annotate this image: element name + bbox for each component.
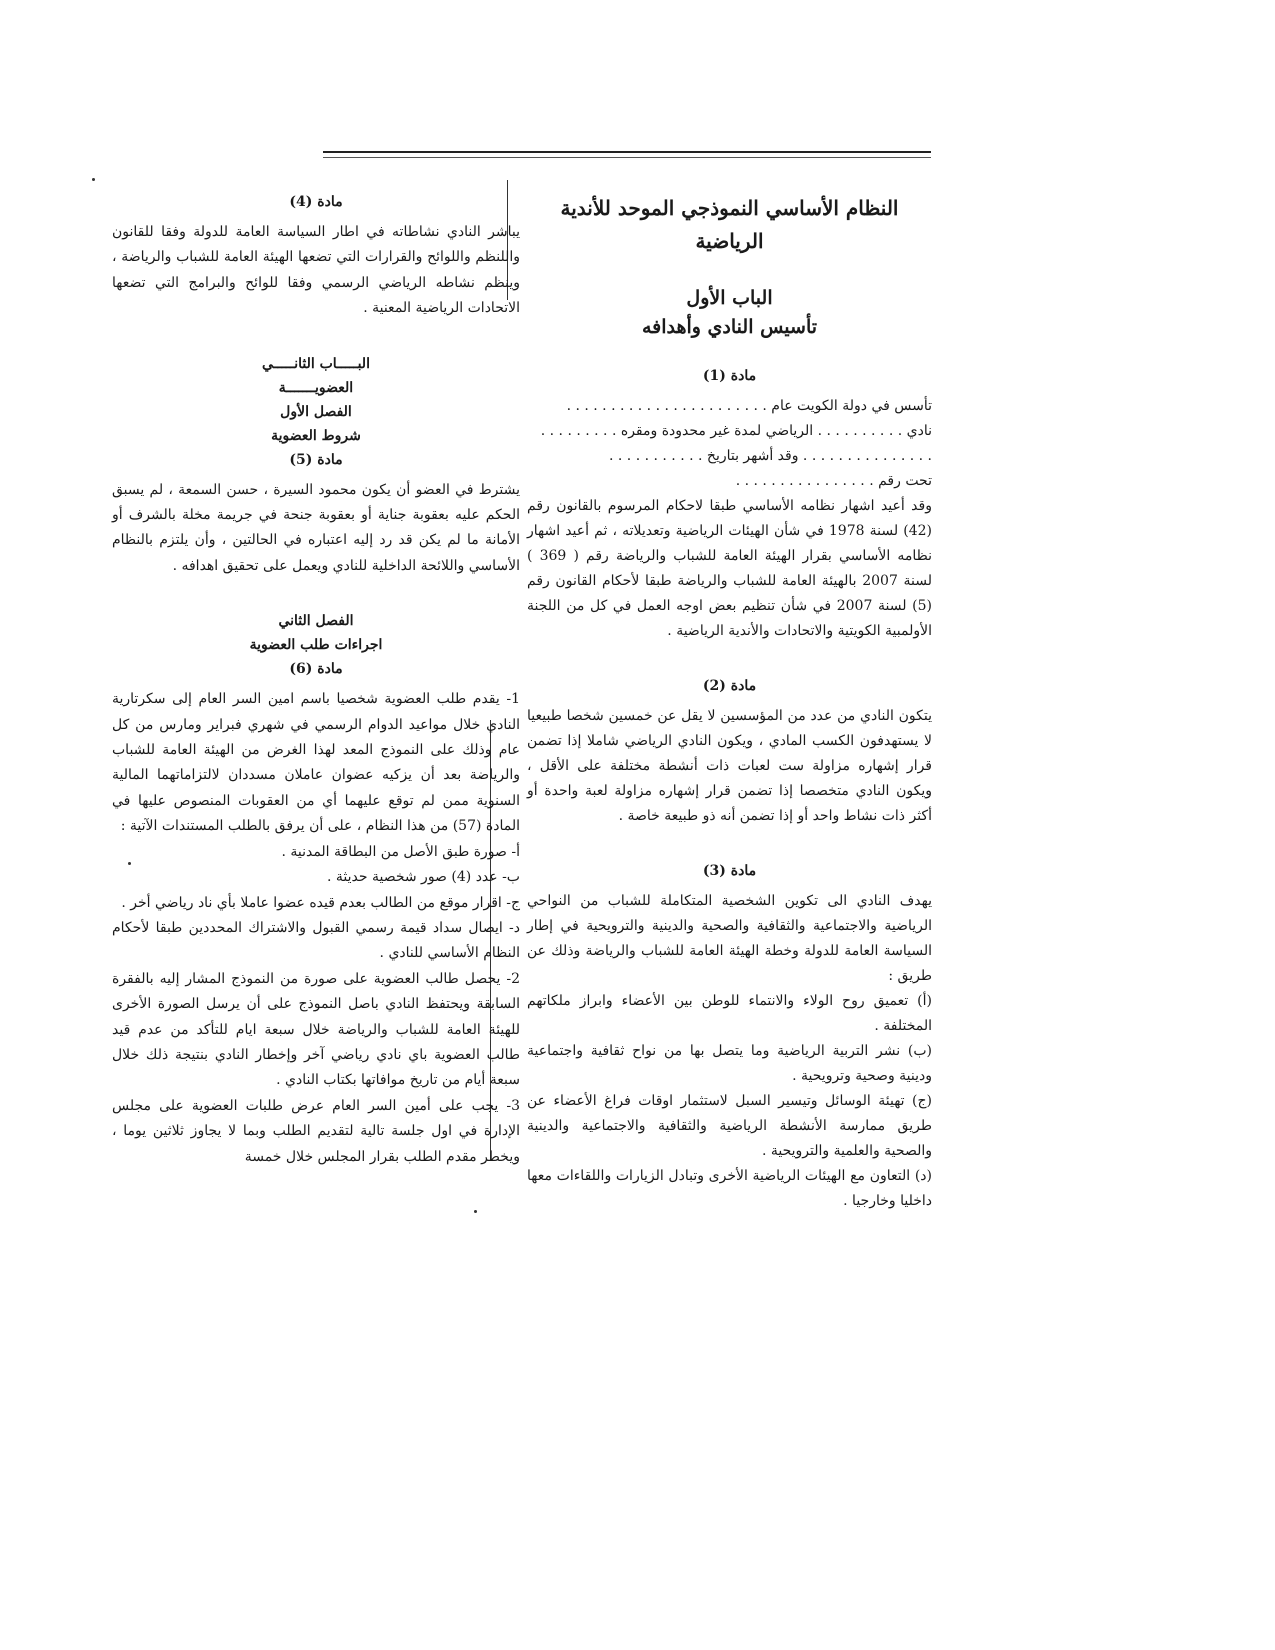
article-3-intro: يهدف النادي الى تكوين الشخصية المتكاملة للشباب من النواحي الرياضية والاجتماعية والثقافية والصحية والدينية والترويحية في إطار السياسة العامة للدولة وخطة الهيئة العامة للشباب والرياضة وذلك عن طريق : [527, 893, 932, 984]
chapter-one-title: الفصل الأول [280, 403, 352, 420]
article-5-body: يشترط في العضو أن يكون محمود السيرة ، حسن السمعة ، لم يسبق الحكم عليه بعقوبة جناية أو بعقوبة جنحة في جريمة مخلة بالشرف أو الأمانة ما لم يكن قد رد إليه اعتباره في الحالتين ، وأن يلتزم بالنظام الأساسي واللائحة الداخلية للنادي ويعمل على تحقيق اهدافه . [112, 481, 520, 574]
part-one-title: الباب الأول [686, 287, 773, 309]
article-3-item: (د) التعاون مع الهيئات الرياضية الأخرى وتبادل الزيارات واللقاءات معها داخليا وخارجيا . [527, 1168, 932, 1209]
part-one-heading [527, 284, 932, 342]
scan-speck [92, 178, 95, 181]
article-6-document-item: ج- اقرار موقع من الطالب بعدم قيده عضوا عاملا بأي ناد رياضي أخر . [121, 894, 520, 911]
article-2-heading: مادة (2) [702, 678, 757, 694]
document-title: النظام الأساسي النموذجي الموحد للأندية الرياضية [560, 196, 899, 253]
article-3-item: (ب) نشر التربية الرياضية وما يتصل بها من نواح ثقافية واجتماعية ودينية وصحية وترويحية . [527, 1043, 932, 1084]
article-6-document-item: أ- صورة طبق الأصل من البطاقة المدنية . [281, 843, 520, 860]
article-1-line: تأسس في دولة الكويت عام . . . . . . . . . . . . . . . . . . . . . . . [566, 398, 932, 414]
article-3-heading: مادة (3) [702, 863, 757, 879]
article-6-paragraph-1: 1- يقدم طلب العضوية شخصيا باسم امين السر العام إلى سكرتارية النادي خلال مواعيد الدوام الرسمي في شهري فبراير ومارس من كل عام وذلك على النموذج المعد لهذا الغرض من الهيئة العامة للشباب والرياضة بعد أن يزكيه عضوان عاملان مسددان لالتزاماتهما المالية السنوية ممن لم توقع عليهما أي من العقوبات المنصوص عليها في المادة (57) من هذا النظام ، على أن يرفق بالطلب المستندات الآتية : [112, 691, 520, 835]
chapter-two-title: الفصل الثاني [278, 613, 354, 630]
article-4-body: يباشر النادي نشاطاته في اطار السياسة العامة للدولة وفقا للقانون واللنظم واللوائح والقرارات التي تضعها الهيئة العامة للشباب والرياضة ، وينظم نشاطه الرياضي الرسمي وفقا للوائح والبرامج التي تضعها الاتحادات الرياضية المعنية . [112, 224, 520, 317]
left-column [112, 190, 520, 1170]
part-one-subtitle: تأسيس النادي وأهدافه [641, 316, 818, 338]
article-6-document-item: د- ايصال سداد قيمة رسمي القبول والاشتراك المحددين طبقا لأحكام النظام الأساسي للنادي . [112, 919, 520, 962]
scan-speck [474, 1210, 477, 1213]
article-5-heading: مادة (5) [289, 451, 343, 468]
article-1-line: تحت رقم . . . . . . . . . . . . . . . . [735, 473, 932, 489]
article-6-paragraph-2: 2- يحصل طالب العضوية على صورة من النموذج المشار إليه بالفقرة السابقة ويحتفظ النادي باصل النموذج على أن يرسل الصورة الأخرى للهيئة العامة للشباب والرياضة خلال سبعة ايام للتأكد من عدم قيد طالب العضوية باي نادي رياضي آخر وإخطار النادي بنتيجة ذلك خلال سبعة أيام من تاريخ موافاتها بكتاب النادي . [112, 970, 520, 1089]
article-1-line: . . . . . . . . . . . . . . . وقد أشهر بتاريخ . . . . . . . . . . . [609, 448, 932, 464]
article-6-heading: مادة (6) [289, 661, 343, 678]
article-6-paragraph-3: 3- يجب على أمين السر العام عرض طلبات العضوية على مجلس الإدارة في اول جلسة تالية لتقديم الطلب وبما لا يجاوز ثلاثين يوما ، ويخطر مقدم الطلب بقرار المجلس خلال خمسة [112, 1097, 520, 1165]
article-1-body: وقد أعيد اشهار نظامه الأساسي طبقا لاحكام المرسوم بالقانون رقم (42) لسنة 1978 في شأن الهيئات الرياضية وتعديلاته ، ثم أعيد اشهار نظامه الأساسي بقرار الهيئة العامة للشباب والرياضة رقم ( 369 ) لسنة 2007 بالهيئة العامة للشباب والرياضة طبقا لأحكام القانون رقم (5) لسنة 2007 في شأن تنظيم بعض اوجه العمل في كل من اللجنة الأولمبية الكويتية والاتحادات والأندية الرياضية . [527, 498, 932, 639]
article-1-heading: مادة (1) [702, 368, 757, 384]
article-2-body: يتكون النادي من عدد من المؤسسين لا يقل عن خمسين شخصا طبيعيا لا يستهدفون الكسب المادي ، ويكون النادي الرياضي شاملا إذا تضمن قرار إشهاره مزاولة ست لعبات ذات أنشطة مختلفة على الأقل ، ويكون النادي متخصصا إذا تضمن قرار إشهاره مزاولة لعبة واحدة أو أكثر ذات نشاط واحد أو إذا تضمن أنه ذو طبيعة خاصة . [527, 708, 932, 824]
header-rule [323, 151, 931, 153]
chapter-one-subtitle: شروط العضوية [271, 427, 361, 444]
article-4-heading: مادة (4) [289, 194, 343, 210]
article-1-line: نادي . . . . . . . . . . الرياضي لمدة غير محدودة ومقره . . . . . . . . . [540, 423, 932, 439]
article-6-document-item: ب- عدد (4) صور شخصية حديثة . [326, 869, 520, 886]
article-3-item: (أ) تعميق روح الولاء والانتماء للوطن بين الأعضاء وابراز ملكاتهم المختلفة . [527, 993, 932, 1034]
chapter-two-subtitle: اجراءات طلب العضوية [249, 637, 383, 654]
header-rule-thin [323, 157, 931, 158]
right-column [527, 192, 932, 1214]
part-two-subtitle: العضويـــــــة [278, 379, 354, 396]
part-two-title: البـــــاب الثانـــــي [262, 355, 370, 372]
article-3-item: (ج) تهيئة الوسائل وتيسير السبل لاستثمار اوقات فراغ الأعضاء عن طريق ممارسة الأنشطة الرياضية والثقافية والاجتماعية والدينية والصحية والعلمية والترويحية . [527, 1093, 932, 1159]
